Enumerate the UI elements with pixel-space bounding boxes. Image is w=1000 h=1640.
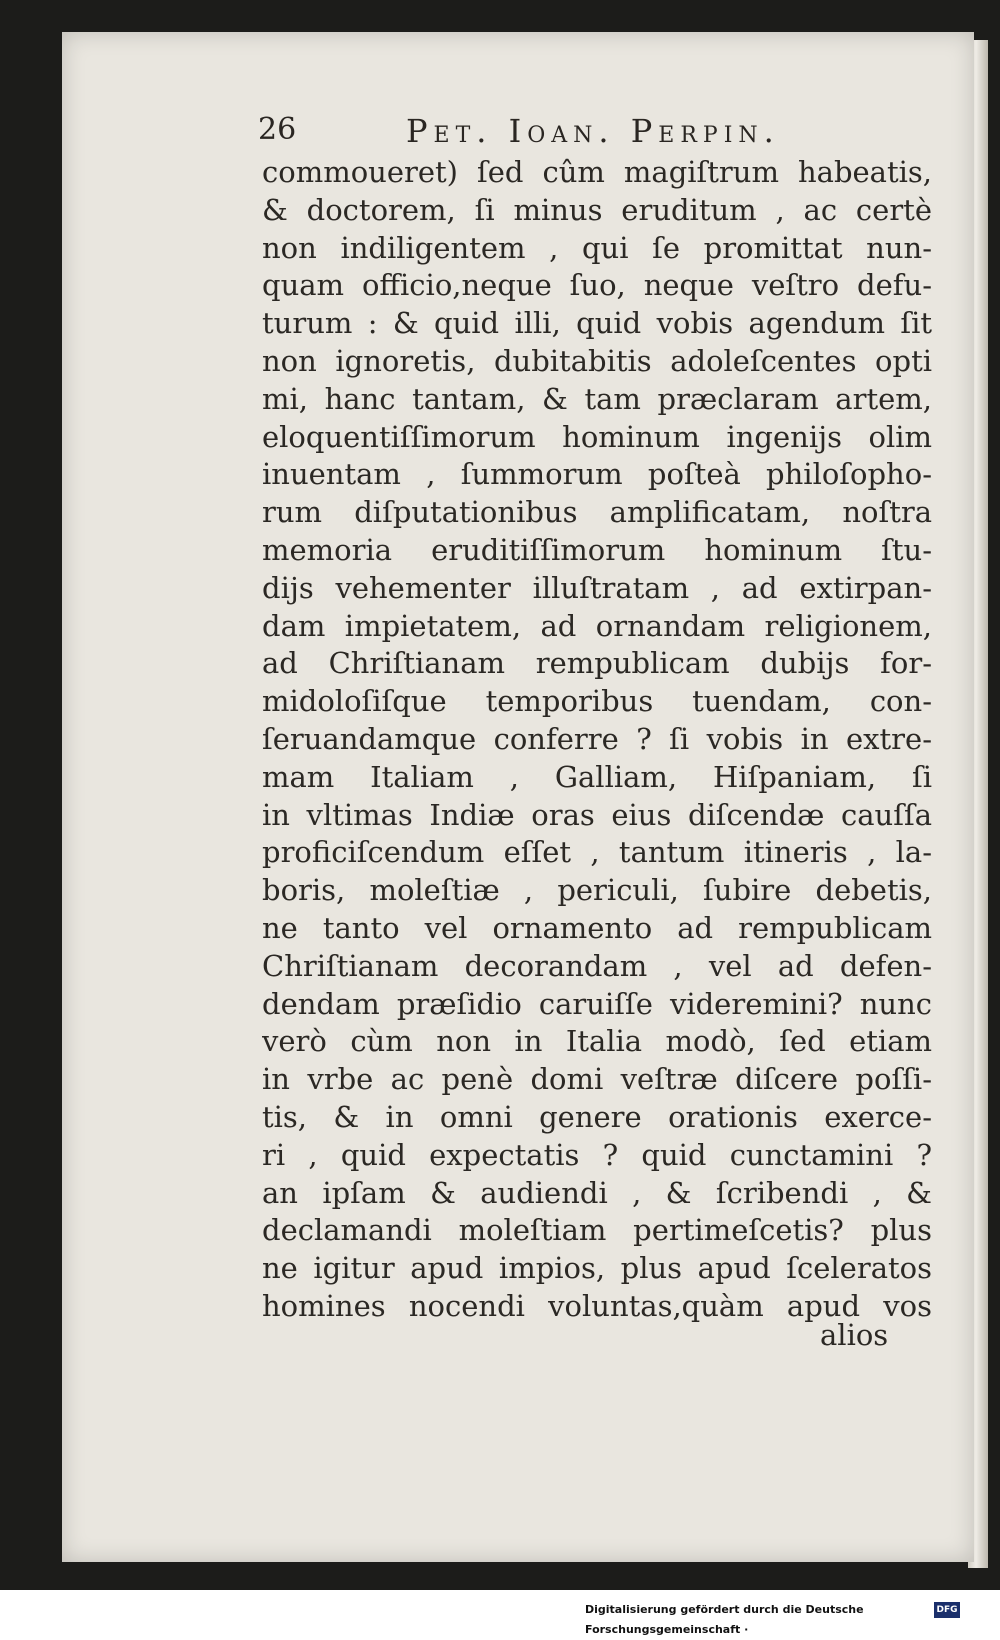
text-line: declamandi moleſtiam pertimeſcetis? plus <box>262 1213 932 1248</box>
text-line: ſeruandamque conferre ? ſi vobis in extre- <box>262 721 932 756</box>
dfg-logo: DFG <box>934 1602 960 1618</box>
text-line: quam officio,neque ſuo, neque veſtro defu- <box>262 268 932 303</box>
running-head-title: Pet. Ioan. Perpin. <box>406 112 780 150</box>
text-line: eloquentiſſimorum hominum ingenijs olim <box>262 419 932 454</box>
text-line: an ipſam & audiendi , & ſcribendi , & <box>262 1175 932 1210</box>
text-line: rum diſputationibus amplificatam, noſtra <box>262 495 932 530</box>
text-line: tis, & in omni genere orationis exerce- <box>262 1099 932 1134</box>
text-line: mi, hanc tantam, & tam præclaram artem, <box>262 381 932 416</box>
text-line: turum : & quid illi, quid vobis agendum ſit <box>262 306 932 341</box>
text-line: boris, moleſtiæ , periculi, ſubire debetis, <box>262 873 932 908</box>
text-line: homines nocendi voluntas,quàm apud vos <box>262 1288 932 1323</box>
text-line: commoueret) ſed cûm magiſtrum habeatis, <box>262 155 932 189</box>
text-line: dendam præſidio caruiſſe videremini? nunc <box>262 986 932 1021</box>
text-line: non indiligentem , qui ſe promittat nun- <box>262 230 932 265</box>
text-line: memoria eruditiſſimorum hominum ſtu- <box>262 532 932 567</box>
text-line: non ignoretis, dubitabitis adoleſcentes opti <box>262 343 932 378</box>
running-head <box>258 112 918 158</box>
text-line: ne igitur apud impios, plus apud ſceleratos <box>262 1251 932 1286</box>
text-line: dam impietatem, ad ornandam religionem, <box>262 608 932 643</box>
body-text <box>262 154 932 1326</box>
text-line: in vrbe ac penè domi veſtræ diſcere poſſi- <box>262 1062 932 1097</box>
text-line: ne tanto vel ornamento ad rempublicam <box>262 910 932 945</box>
text-line: & doctorem, ſi minus eruditum , ac certè <box>262 192 932 227</box>
text-line: dijs vehementer illuſtratam , ad extirpan- <box>262 570 932 605</box>
text-line: ri , quid expectatis ? quid cunctamini ? <box>262 1137 932 1172</box>
page-number: 26 <box>258 112 297 147</box>
text-line: ad Chriſtianam rempublicam dubijs for- <box>262 646 932 681</box>
catchword: alios <box>820 1318 889 1352</box>
text-line: midoloſiſque temporibus tuendam, con- <box>262 684 932 719</box>
text-line: inuentam , ſummorum poſteà philoſopho- <box>262 457 932 492</box>
text-line: proficiſcendum eſſet , tantum itineris , la- <box>262 835 932 870</box>
digitization-credit: Digitalisierung gefördert durch die Deutsche Forschungsgemeinschaft · <box>585 1603 864 1636</box>
text-line: verò cùm non in Italia modò, ſed etiam <box>262 1024 932 1059</box>
text-line: mam Italiam , Galliam, Hiſpaniam, ſi <box>262 759 932 794</box>
text-line: Chriſtianam decorandam , vel ad defen- <box>262 948 932 983</box>
text-line: in vltimas Indiæ oras eius diſcendæ cauſſa <box>262 797 932 832</box>
